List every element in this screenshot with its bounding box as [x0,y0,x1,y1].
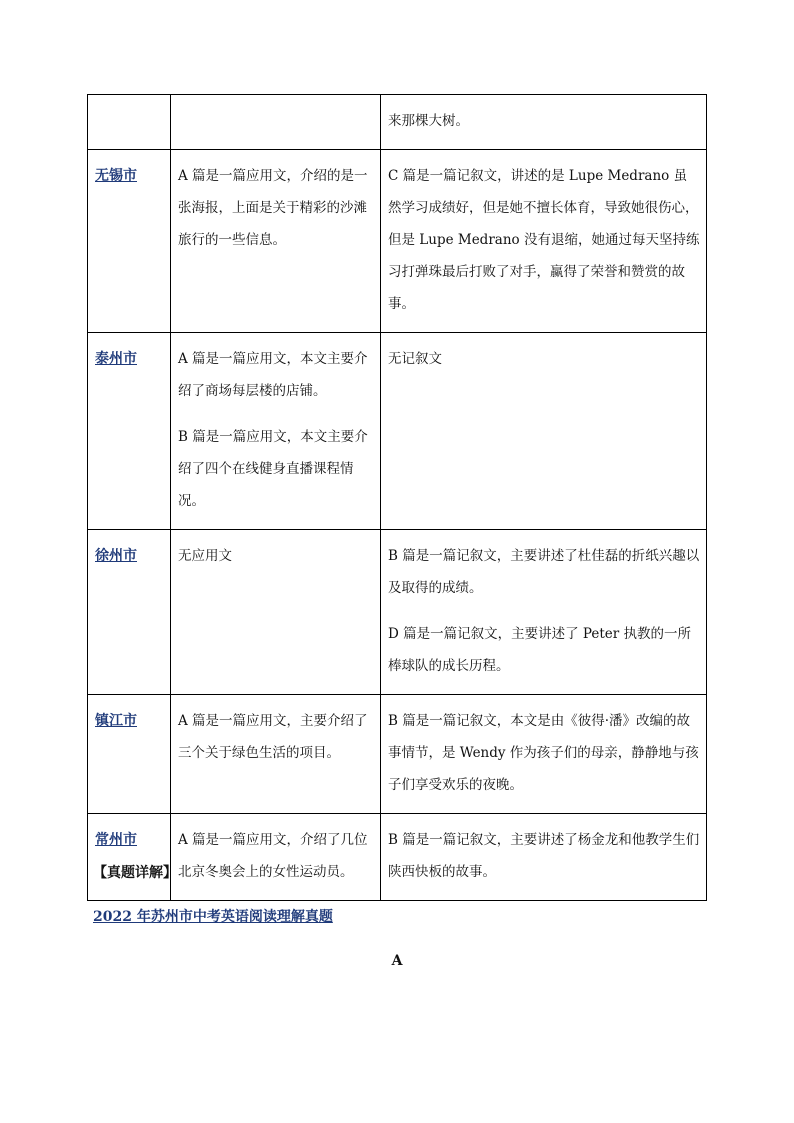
city-cell [88,530,171,695]
city-cell [88,814,171,901]
applied-cell [171,150,381,333]
applied-text: A 篇是一篇应用文，主要介绍了三个关于绿色生活的项目。 [178,713,368,761]
narrative-cell [381,333,707,530]
applied-cell [171,95,381,150]
narrative-cell [381,530,707,695]
city-cell [88,150,171,333]
table-row [88,95,707,150]
narrative-cell [381,95,707,150]
section-heading: 【真题详解】 [93,865,177,881]
applied-cell [171,333,381,530]
applied-text: B 篇是一篇应用文，本文主要介绍了四个在线健身直播课程情况。 [178,429,368,509]
city-cell [88,333,171,530]
comparison-table [87,94,707,901]
applied-text: A 篇是一篇应用文，本文主要介绍了商场每层楼的店铺。 [178,351,368,399]
applied-text: A 篇是一篇应用文，介绍了几位北京冬奥会上的女性运动员。 [178,832,368,880]
table-row [88,814,707,901]
part-label: A [391,953,403,969]
narrative-cell [381,695,707,814]
narrative-text: B 篇是一篇记叙文，主要讲述了杨金龙和他教学生们陕西快板的故事。 [388,832,700,880]
city-link[interactable]: 镇江市 [95,713,137,729]
table-row [88,695,707,814]
narrative-text: 来那棵大树。 [388,113,469,129]
applied-cell [171,695,381,814]
narrative-cell [381,150,707,333]
narrative-cell [381,814,707,901]
city-link[interactable]: 无锡市 [95,168,137,184]
section-title-link[interactable]: 2022 年苏州市中考英语阅读理解真题 [93,909,333,925]
applied-text: 无应用文 [178,548,232,564]
narrative-text: 无记叙文 [388,351,442,367]
city-link[interactable]: 泰州市 [95,351,137,367]
city-link[interactable]: 常州市 [95,832,137,848]
table-row [88,333,707,530]
city-cell [88,695,171,814]
narrative-text: B 篇是一篇记叙文，本文是由《彼得·潘》改编的故事情节，是 Wendy 作为孩子们的母亲，静静地与孩子们享受欢乐的夜晚。 [388,713,699,793]
applied-text: A 篇是一篇应用文，介绍的是一张海报，上面是关于精彩的沙滩旅行的一些信息。 [178,168,368,248]
table-row [88,150,707,333]
city-cell [88,95,171,150]
city-link[interactable]: 徐州市 [95,548,137,564]
narrative-text: B 篇是一篇记叙文，主要讲述了杜佳磊的折纸兴趣以及取得的成绩。 [388,548,700,596]
applied-cell [171,530,381,695]
table-body [88,95,707,901]
applied-cell [171,814,381,901]
narrative-text: C 篇是一篇记叙文，讲述的是 Lupe Medrano 虽然学习成绩好，但是她不擅长体育，导致她很伤心，但是 Lupe Medrano 没有退缩，她通过每天坚持练习打弹珠最后打败了对手，赢得了荣誉和赞赏的故事。 [388,168,700,312]
narrative-text: D 篇是一篇记叙文，主要讲述了 Peter 执教的一所棒球队的成长历程。 [388,626,692,674]
table-row [88,530,707,695]
